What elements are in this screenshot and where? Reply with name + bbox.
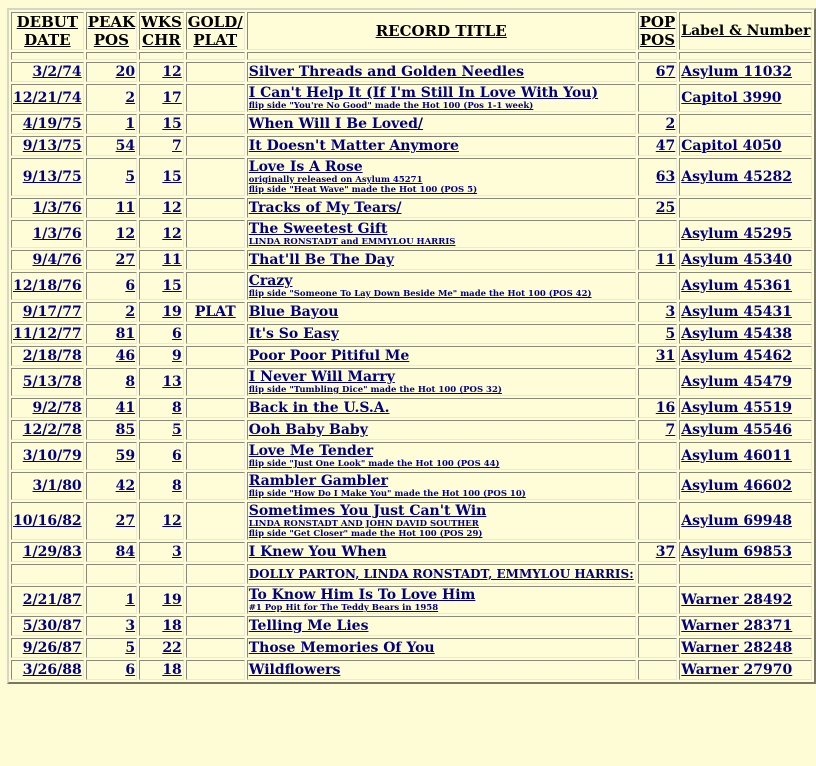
pop-pos-cell: 16: [638, 398, 678, 418]
table-row: [11, 250, 812, 270]
peak-pos-cell: 81: [86, 324, 137, 344]
debut-date-cell: 9/17/77: [11, 302, 84, 322]
peak-pos-cell: 46: [86, 346, 137, 366]
record-title-cell[interactable]: [247, 84, 636, 112]
pop-pos-cell: [638, 660, 678, 680]
weeks-on-chart-cell: 15: [139, 158, 184, 196]
peak-pos-cell: 27: [86, 502, 137, 540]
gold-plat-cell: [186, 564, 245, 584]
gold-plat-cell: [186, 616, 245, 636]
record-title-cell[interactable]: [247, 324, 636, 344]
pop-pos-cell: [638, 502, 678, 540]
chart-history-table: [7, 8, 816, 684]
table-row: [11, 84, 812, 112]
weeks-on-chart-cell: 13: [139, 368, 184, 396]
debut-date-cell: 1/3/76: [11, 198, 84, 218]
table-row: [11, 114, 812, 134]
chart-history-table-wrapper: [7, 8, 816, 684]
record-title-link[interactable]: I Can't Help It (If I'm Still In Love With You): [248, 85, 599, 101]
table-row: [11, 564, 812, 584]
peak-pos-cell: 12: [86, 220, 137, 248]
pop-pos-cell: 37: [638, 542, 678, 562]
table-body: [11, 62, 812, 680]
pop-pos-cell: [638, 368, 678, 396]
record-title-cell[interactable]: [247, 62, 636, 82]
record-title-cell[interactable]: [247, 502, 636, 540]
label-number-cell: Asylum 45462: [679, 346, 812, 366]
peak-pos-cell: 2: [86, 84, 137, 112]
pop-pos-cell: [638, 220, 678, 248]
pop-pos-cell: [638, 616, 678, 636]
record-title-link[interactable]: Blue Bayou: [248, 304, 339, 320]
label-number-cell: Asylum 46011: [679, 442, 812, 470]
debut-date-cell: 3/2/74: [11, 62, 84, 82]
label-number-cell: [679, 564, 812, 584]
debut-date-cell: 4/19/75: [11, 114, 84, 134]
gold-plat-cell: [186, 62, 245, 82]
peak-pos-cell: 2: [86, 302, 137, 322]
record-title-link[interactable]: To Know Him Is To Love Him: [248, 587, 476, 603]
record-title-cell[interactable]: [247, 420, 636, 440]
weeks-on-chart-cell: 8: [139, 398, 184, 418]
table-row: [11, 198, 812, 218]
header-gold-plat: GOLD/ PLAT: [187, 13, 243, 49]
record-title-link[interactable]: That'll Be The Day: [248, 252, 394, 268]
record-title-link[interactable]: Tracks of My Tears/: [248, 200, 402, 216]
peak-pos-cell: 20: [86, 62, 137, 82]
weeks-on-chart-cell: 22: [139, 638, 184, 658]
table-row: [11, 346, 812, 366]
peak-pos-cell: 3: [86, 616, 137, 636]
weeks-on-chart-cell: 8: [139, 472, 184, 500]
label-number-cell: Asylum 45546: [679, 420, 812, 440]
pop-pos-cell: [638, 272, 678, 300]
pop-pos-cell: 67: [638, 62, 678, 82]
record-note: flip side "Get Closer" made the Hot 100 (POS 29): [248, 529, 483, 539]
record-title-cell[interactable]: [247, 368, 636, 396]
record-title-cell[interactable]: [247, 220, 636, 248]
table-row: [11, 660, 812, 680]
gold-plat-cell: [186, 472, 245, 500]
gold-plat-cell: [186, 84, 245, 112]
label-number-cell: Asylum 45479: [679, 368, 812, 396]
table-row: [11, 442, 812, 470]
peak-pos-cell: 1: [86, 114, 137, 134]
pop-pos-cell: 5: [638, 324, 678, 344]
debut-date-cell: 2/21/87: [11, 586, 84, 614]
header-debut-date: DEBUT DATE: [11, 12, 84, 50]
peak-pos-cell: 5: [86, 158, 137, 196]
peak-pos-cell: 59: [86, 442, 137, 470]
label-number-cell: Capitol 4050: [679, 136, 812, 156]
peak-pos-cell: 84: [86, 542, 137, 562]
table-row: [11, 586, 812, 614]
weeks-on-chart-cell: 19: [139, 586, 184, 614]
gold-plat-cell: [186, 660, 245, 680]
debut-date-cell: 5/30/87: [11, 616, 84, 636]
gold-plat-cell: [186, 442, 245, 470]
record-note: LINDA RONSTADT AND JOHN DAVID SOUTHER: [248, 519, 479, 529]
peak-pos-cell: [86, 564, 137, 584]
pop-pos-cell: [638, 442, 678, 470]
record-title-link[interactable]: Wildflowers: [248, 662, 341, 678]
label-number-cell: Asylum 45340: [679, 250, 812, 270]
debut-date-cell: 10/16/82: [11, 502, 84, 540]
record-title-cell[interactable]: [247, 638, 636, 658]
record-title-cell[interactable]: [247, 158, 636, 196]
weeks-on-chart-cell: 12: [139, 220, 184, 248]
label-number-cell: Asylum 45519: [679, 398, 812, 418]
label-number-cell: Asylum 45438: [679, 324, 812, 344]
pop-pos-cell: 7: [638, 420, 678, 440]
gold-plat-cell: [186, 136, 245, 156]
record-title-cell[interactable]: [247, 398, 636, 418]
peak-pos-cell: 8: [86, 368, 137, 396]
gold-plat-cell: [186, 502, 245, 540]
header-wks-chr: WKS CHR: [141, 13, 182, 49]
debut-date-cell: 9/13/75: [11, 136, 84, 156]
label-number-cell: Asylum 45361: [679, 272, 812, 300]
record-title-cell[interactable]: [247, 586, 636, 614]
pop-pos-cell: 63: [638, 158, 678, 196]
debut-date-cell: 5/13/78: [11, 368, 84, 396]
debut-date-cell: 2/18/78: [11, 346, 84, 366]
weeks-on-chart-cell: 3: [139, 542, 184, 562]
table-row: [11, 302, 812, 322]
peak-pos-cell: 54: [86, 136, 137, 156]
pop-pos-cell: [638, 472, 678, 500]
record-title-cell[interactable]: [247, 250, 636, 270]
label-number-cell: Asylum 45431: [679, 302, 812, 322]
record-title-cell[interactable]: [247, 472, 636, 500]
gold-plat-cell: [186, 198, 245, 218]
pop-pos-cell: 11: [638, 250, 678, 270]
gold-plat-cell: [186, 346, 245, 366]
weeks-on-chart-cell: 9: [139, 346, 184, 366]
record-title-cell[interactable]: [247, 616, 636, 636]
weeks-on-chart-cell: [139, 564, 184, 584]
weeks-on-chart-cell: 15: [139, 114, 184, 134]
debut-date-cell: 1/3/76: [11, 220, 84, 248]
table-row: [11, 62, 812, 82]
record-title-cell[interactable]: [247, 272, 636, 300]
pop-pos-cell: [638, 84, 678, 112]
header-peak-pos: PEAK POS: [87, 13, 136, 49]
record-note: LINDA RONSTADT and EMMYLOU HARRIS: [248, 237, 456, 247]
debut-date-cell: 9/26/87: [11, 638, 84, 658]
label-number-cell: Asylum 69853: [679, 542, 812, 562]
record-title-link[interactable]: It Doesn't Matter Anymore: [248, 138, 459, 154]
record-title-link[interactable]: Ooh Baby Baby: [248, 422, 368, 438]
weeks-on-chart-cell: 19: [139, 302, 184, 322]
pop-pos-cell: [638, 586, 678, 614]
record-note: flip side "How Do I Make You" made the Hot 100 (POS 10): [248, 489, 526, 499]
table-row: [11, 420, 812, 440]
label-number-cell: Warner 28492: [679, 586, 812, 614]
pop-pos-cell: [638, 638, 678, 658]
record-title-link[interactable]: Those Memories Of You: [248, 640, 435, 656]
record-title-cell[interactable]: [247, 302, 636, 322]
weeks-on-chart-cell: 15: [139, 272, 184, 300]
label-number-cell: Asylum 45295: [679, 220, 812, 248]
header-pop-pos: POP POS: [639, 13, 676, 49]
debut-date-cell: 9/13/75: [11, 158, 84, 196]
record-title-cell[interactable]: [247, 198, 636, 218]
record-note: flip side "Someone To Lay Down Beside Me" made the Hot 100 (POS 42): [248, 289, 592, 299]
peak-pos-cell: 42: [86, 472, 137, 500]
pop-pos-cell: 25: [638, 198, 678, 218]
gold-plat-cell: [186, 158, 245, 196]
pop-pos-cell: 3: [638, 302, 678, 322]
weeks-on-chart-cell: 6: [139, 324, 184, 344]
record-title-link[interactable]: Crazy: [248, 273, 293, 289]
weeks-on-chart-cell: 7: [139, 136, 184, 156]
label-number-cell: Asylum 46602: [679, 472, 812, 500]
table-row: [11, 616, 812, 636]
debut-date-cell: 1/29/83: [11, 542, 84, 562]
label-number-cell: [679, 198, 812, 218]
record-title-cell[interactable]: [247, 136, 636, 156]
peak-pos-cell: 27: [86, 250, 137, 270]
record-title-link[interactable]: Love Me Tender: [248, 443, 374, 459]
gold-plat-cell: [186, 420, 245, 440]
weeks-on-chart-cell: 11: [139, 250, 184, 270]
table-row: [11, 542, 812, 562]
debut-date-cell: 9/4/76: [11, 250, 84, 270]
debut-date-cell: 9/2/78: [11, 398, 84, 418]
gold-plat-cell: [186, 542, 245, 562]
record-note: originally released on Asylum 45271: [248, 175, 423, 185]
debut-date-cell: 12/18/76: [11, 272, 84, 300]
header-label-number: Label & Number: [679, 12, 812, 50]
record-title-link[interactable]: Poor Poor Pitiful Me: [248, 348, 410, 364]
gold-plat-cell: [186, 272, 245, 300]
record-title-cell[interactable]: [247, 542, 636, 562]
peak-pos-cell: 41: [86, 398, 137, 418]
spacer-row: [11, 52, 812, 60]
record-title-cell[interactable]: [247, 114, 636, 134]
gold-plat-cell: [186, 324, 245, 344]
peak-pos-cell: 6: [86, 660, 137, 680]
pop-pos-cell: 2: [638, 114, 678, 134]
table-row: [11, 158, 812, 196]
peak-pos-cell: 1: [86, 586, 137, 614]
weeks-on-chart-cell: 6: [139, 442, 184, 470]
gold-plat-cell: [186, 114, 245, 134]
record-note: flip side "You're No Good" made the Hot 100 (Pos 1-1 week): [248, 101, 534, 111]
record-title-link[interactable]: It's So Easy: [248, 326, 339, 342]
record-title-link[interactable]: The Sweetest Gift: [248, 221, 388, 237]
header-record-title: RECORD TITLE: [247, 12, 636, 50]
table-row: [11, 638, 812, 658]
peak-pos-cell: 5: [86, 638, 137, 658]
peak-pos-cell: 85: [86, 420, 137, 440]
table-row: [11, 368, 812, 396]
record-title-link[interactable]: Back in the U.S.A.: [248, 400, 390, 416]
table-row: [11, 502, 812, 540]
gold-plat-cell: [186, 586, 245, 614]
record-note: flip side "Tumbling Dice" made the Hot 100 (POS 32): [248, 385, 502, 395]
gold-plat-cell: [186, 638, 245, 658]
table-row: [11, 324, 812, 344]
debut-date-cell: 11/12/77: [13, 326, 82, 342]
debut-date-cell: 12/2/78: [11, 420, 84, 440]
header-row: [11, 12, 812, 50]
debut-date-cell: 12/21/74: [11, 84, 84, 112]
pop-pos-cell: [638, 564, 678, 584]
weeks-on-chart-cell: 12: [139, 502, 184, 540]
record-title-cell[interactable]: [247, 660, 636, 680]
gold-plat-cell: [186, 220, 245, 248]
record-title-link[interactable]: Sometimes You Just Can't Win: [248, 503, 487, 519]
record-note: flip side "Just One Look" made the Hot 100 (POS 44): [248, 459, 500, 469]
record-note: flip side "Heat Wave" made the Hot 100 (POS 5): [248, 185, 478, 195]
record-title-cell[interactable]: [247, 442, 636, 470]
record-title-link[interactable]: Love Is A Rose: [248, 159, 363, 175]
gold-plat-cell: PLAT: [186, 302, 245, 322]
peak-pos-cell: 11: [86, 198, 137, 218]
table-row: [11, 398, 812, 418]
table-row: [11, 272, 812, 300]
label-number-cell: Warner 27970: [679, 660, 812, 680]
label-number-cell: Capitol 3990: [679, 84, 812, 112]
weeks-on-chart-cell: 12: [139, 198, 184, 218]
artist-group-heading: DOLLY PARTON, LINDA RONSTADT, EMMYLOU HARRIS:: [248, 567, 634, 581]
pop-pos-cell: 31: [638, 346, 678, 366]
weeks-on-chart-cell: 5: [139, 420, 184, 440]
table-row: [11, 472, 812, 500]
record-title-cell[interactable]: [247, 564, 636, 584]
debut-date-cell: 3/10/79: [11, 442, 84, 470]
label-number-cell: Asylum 11032: [679, 62, 812, 82]
pop-pos-cell: 47: [638, 136, 678, 156]
debut-date-cell: 3/1/80: [11, 472, 84, 500]
record-title-link[interactable]: I Knew You When: [248, 544, 387, 560]
weeks-on-chart-cell: 18: [139, 660, 184, 680]
peak-pos-cell: 6: [86, 272, 137, 300]
gold-plat-cell: [186, 250, 245, 270]
record-title-link[interactable]: When Will I Be Loved/: [248, 116, 424, 132]
record-title-link[interactable]: I Never Will Marry: [248, 369, 395, 385]
debut-date-cell: 3/26/88: [11, 660, 84, 680]
record-title-link[interactable]: Silver Threads and Golden Needles: [248, 64, 525, 80]
label-number-cell: [679, 114, 812, 134]
weeks-on-chart-cell: 17: [139, 84, 184, 112]
label-number-cell: Warner 28371: [679, 616, 812, 636]
label-number-cell: Warner 28248: [679, 638, 812, 658]
label-number-cell: Asylum 69948: [679, 502, 812, 540]
record-title-link[interactable]: Telling Me Lies: [248, 618, 369, 634]
table-row: [11, 136, 812, 156]
debut-date-cell: [11, 564, 84, 584]
gold-plat-cell: [186, 368, 245, 396]
weeks-on-chart-cell: 18: [139, 616, 184, 636]
record-title-link[interactable]: Rambler Gambler: [248, 473, 389, 489]
table-row: [11, 220, 812, 248]
record-title-cell[interactable]: [247, 346, 636, 366]
label-number-cell: Asylum 45282: [679, 158, 812, 196]
weeks-on-chart-cell: 12: [139, 62, 184, 82]
gold-plat-cell: [186, 398, 245, 418]
record-note: #1 Pop Hit for The Teddy Bears in 1958: [248, 603, 439, 613]
